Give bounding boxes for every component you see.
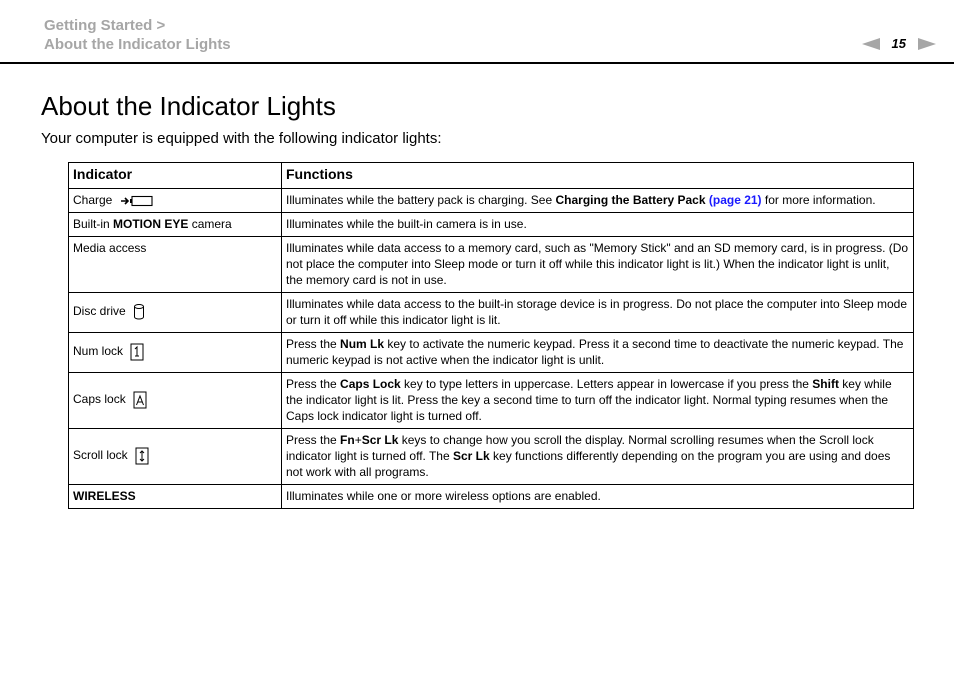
function-cell: Illuminates while the built-in camera is in use. [282,213,914,237]
indicator-label: Caps lock [73,392,126,407]
indicator-bold: MOTION EYE [113,217,189,231]
indicator-bold: WIRELESS [73,489,136,503]
indicator-cell [69,373,282,429]
num-lock-icon [130,343,144,361]
indicator-label: Scroll lock [73,448,128,463]
function-text: key while the indicator light is lit. Press the key a second time to turn off the indicator light. Normal typing resumes when the Caps lock indicator light is turned off. [286,377,892,423]
indicator-cell [69,429,282,485]
function-text: for more information. [761,193,876,207]
table-row [69,189,914,213]
function-text: Illuminates while the battery pack is charging. See [286,193,556,207]
function-text: key to type letters in uppercase. Letters appear in lowercase if you press the [400,377,813,391]
column-header-functions: Functions [282,163,914,189]
indicator-label: Num lock [73,344,124,359]
indicator-cell [69,213,282,237]
function-text: keys to change how you scroll the display. Normal scrolling resumes when the Scroll lock indicator light is turned off. The [286,433,874,463]
breadcrumb-section[interactable]: Getting Started > [44,17,166,34]
charge-icon [120,195,154,207]
indicator-cell [69,189,282,213]
function-cell [282,189,914,213]
scroll-lock-icon [135,447,149,465]
next-page-icon[interactable] [918,38,936,50]
function-cell: Illuminates while one or more wireless options are enabled. [282,485,914,509]
function-bold: Shift [812,377,839,391]
page-title: About the Indicator Lights [41,91,336,121]
indicator-cell [69,333,282,373]
function-text: key functions differently depending on the program you are using and does not work with all programs. [286,449,891,479]
breadcrumb-page: About the Indicator Lights [44,36,231,53]
indicator-label: Charge [73,193,113,207]
function-cell: Illuminates while data access to the built-in storage device is in progress. Do not place the computer into Sleep mode or turn it off while this indicator light is lit. [282,293,914,333]
table-row [69,429,914,485]
function-bold: Num Lk [340,337,385,351]
function-cell [282,373,914,429]
table-row [69,213,914,237]
function-bold: Scr Lk [453,449,490,463]
function-text: Press the [286,337,341,351]
indicator-cell: Media access [69,237,282,293]
breadcrumb [44,16,231,54]
function-bold: Caps Lock [340,377,401,391]
table-row [69,293,914,333]
function-text: Press the [286,377,341,391]
table-row [69,485,914,509]
indicator-label: Disc drive [73,304,126,319]
indicator-cell [69,485,282,509]
function-cell [282,333,914,373]
function-text: + [354,433,362,447]
previous-page-icon[interactable] [862,38,880,50]
header-divider [0,62,954,64]
intro-text: Your computer is equipped with the following indicator lights: [41,130,442,147]
page-number: 15 [891,36,906,51]
page-navigation [862,36,936,51]
function-cell: Illuminates while data access to a memory card, such as "Memory Stick" and an SD memory card, is in progress. (Do not place the computer into Sleep mode or turn it off while this indicator light is lit.) When the indicator light is unlit, the memory card is not in use. [282,237,914,293]
disc-drive-icon [133,303,145,321]
function-bold: Scr Lk [361,433,399,447]
column-header-indicator: Indicator [69,163,282,189]
table-header-row [69,163,914,189]
caps-lock-icon [133,391,147,409]
function-bold: Charging the Battery Pack [555,193,706,207]
indicator-table [68,162,914,509]
page-21-link[interactable]: (page 21) [708,193,762,207]
indicator-label: Built-in [73,217,114,231]
table-row [69,237,914,293]
table-row [69,373,914,429]
table-row [69,333,914,373]
function-text: key to activate the numeric keypad. Press it a second time to deactivate the numeric keypad. The numeric keypad is not active when the indicator light is unlit. [286,337,904,367]
function-bold: Fn [340,433,355,447]
function-text: Press the [286,433,341,447]
function-cell [282,429,914,485]
indicator-cell [69,293,282,333]
indicator-label: camera [188,217,232,231]
